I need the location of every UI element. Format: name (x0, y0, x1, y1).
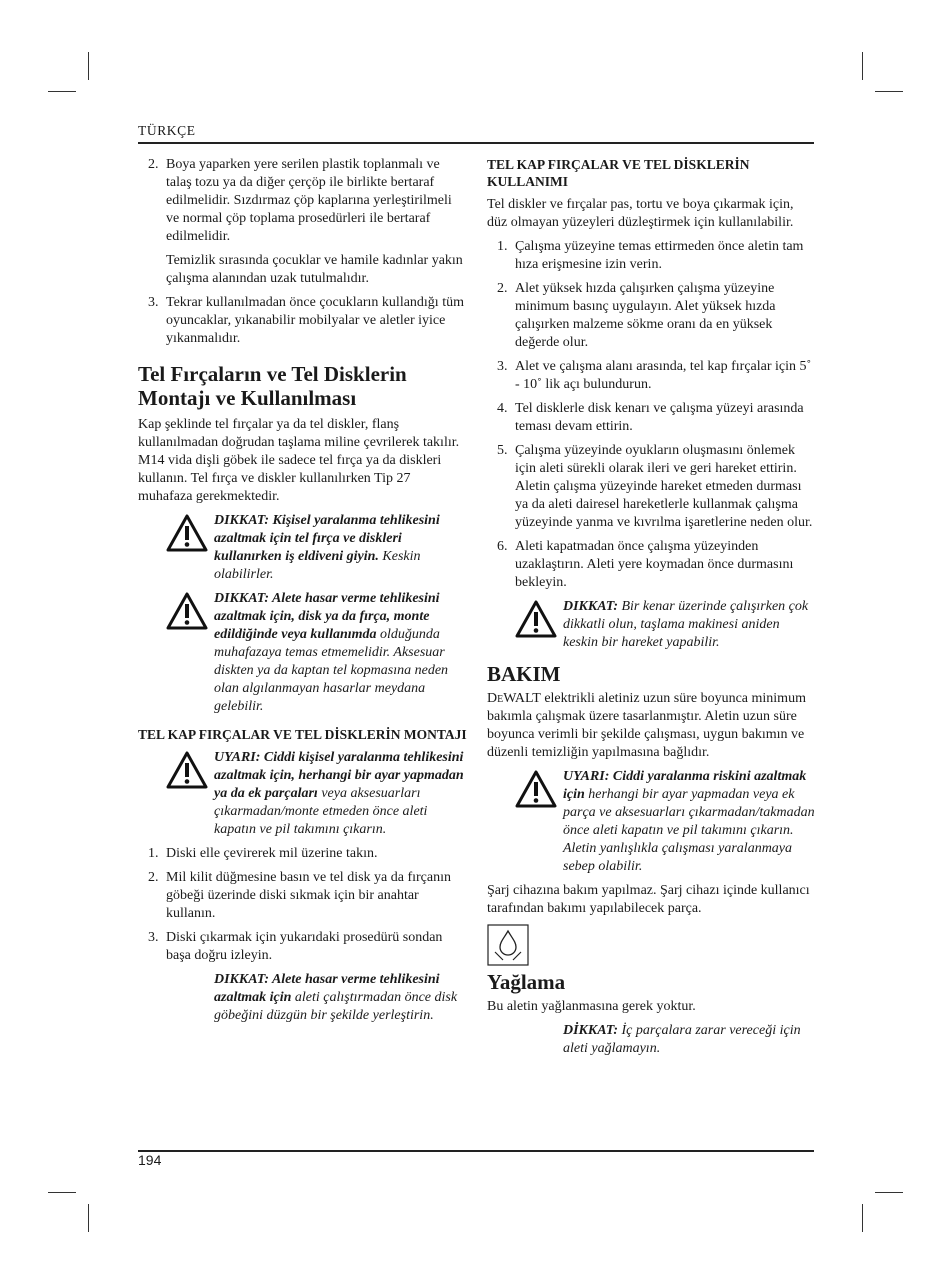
lubrication-text: Bu aletin yağlanmasına gerek yoktur. (487, 999, 696, 1014)
use-intro: Tel diskler ve fırçalar pas, tortu ve boya çıkarmak için, düz olmayan yüzeyleri düzleştirmek için kullanılabilir. (487, 197, 794, 230)
warning-block (138, 512, 468, 584)
warning-block (487, 598, 817, 652)
children-note: Temizlik sırasında çocuklar ve hamile kadınlar yakın çalışma alanından uzak tutulmalıdır. (166, 253, 463, 286)
section-intro: Kap şeklinde tel fırçalar ya da tel diskler, flanş kullanılmadan doğrudan taşlama miline çevrilerek takılır. M14 vida dişli göbek ile sadece tel fırça ya da diskleri kullanın. Tel fırça ve diskler kullanılırken Tip 27 muhafaza gerekmektedir. (138, 417, 460, 504)
warning-bold: DIKKAT: Kişisel yaralanma tehlikesini azaltmak için tel fırça ve diskleri kullanırken iş eldiveni giyin. (214, 513, 440, 564)
warning-text: veya aksesuarları çıkarmadan/monte etmeden önce aleti kapatın ve pil takımını çıkarın. (214, 786, 428, 837)
charger-text: Şarj cihazına bakım yapılmaz. Şarj cihazı içinde kullanıcı tarafından bakımı yapılabilecek parça. (487, 883, 810, 916)
list-text: Diski elle çevirerek mil üzerine takın. (166, 846, 378, 861)
crop-mark (875, 91, 903, 92)
warning-triangle-icon (166, 592, 212, 630)
list-number: 2. (148, 870, 159, 885)
warning-triangle-icon (515, 600, 561, 638)
crop-mark (88, 1204, 89, 1232)
list-number: 2. (497, 281, 508, 296)
warning-bold: DIKKAT: Alete hasar verme tehlikesini azaltmak için, disk ya da fırça, monte edildiğinde veya kullanımda (214, 591, 440, 642)
list-item (487, 400, 817, 436)
list-number: 3. (148, 930, 159, 945)
warning-text: aleti çalıştırmadan önce disk göbeğini düzgün bir şekilde yerleştirin. (214, 990, 458, 1023)
mount-heading: TEL KAP FIRÇALAR VE TEL DİSKLERİN MONTAJI (138, 727, 467, 742)
header-rule (138, 142, 814, 144)
cleanup-list (138, 156, 468, 246)
warning-text: herhangi bir ayar yapmadan veya ek parça ve aksesuarları çıkarmadan/takmadan önce aleti kapatın ve pil takımını çıkarın. Aletin yanlışlıkla çalışması yaralanmaya sebep olabilir. (563, 787, 815, 874)
left-column (138, 156, 468, 1031)
maintenance-text (487, 690, 817, 762)
list-text: Aleti kapatmadan önce çalışma yüzeyinden uzaklaştırın. Aleti yere koymadan önce durmasını bekleyin. (515, 539, 794, 590)
warning-triangle-icon (515, 770, 561, 808)
crop-mark (862, 1204, 863, 1232)
list-item (487, 358, 817, 394)
crop-mark (862, 52, 863, 80)
list-number: 6. (497, 539, 508, 554)
mount-steps (138, 845, 468, 965)
list-text: Tel disklerle disk kenarı ve çalışma yüzeyi arasında teması devam ettirin. (515, 401, 804, 434)
lubrication-title: Yağlama (487, 970, 566, 994)
list-item (487, 280, 817, 352)
warning-bold: DIKKAT: Alete hasar verme tehlikesini azaltmak için (214, 972, 440, 1005)
page-language-header: TÜRKÇE (138, 123, 196, 138)
warning-bold: DIKKAT: (563, 599, 618, 614)
list-item (487, 238, 817, 274)
oil-drop-icon (487, 924, 529, 966)
list-number: 1. (497, 239, 508, 254)
list-item (487, 442, 817, 532)
warning-bold: UYARI: Ciddi kişisel yaralanma tehlikesini azaltmak için, herhangi bir ayar yapmadan ya da ek parçaları (214, 750, 464, 801)
warning-block (138, 749, 468, 839)
warning-bold: UYARI: Ciddi yaralanma riskini azaltmak için (563, 769, 807, 802)
crop-mark (875, 1192, 903, 1193)
list-item (138, 294, 468, 348)
list-text: Mil kilit düğmesine basın ve tel disk ya da fırçanın göbeği üzerinde diski sıkmak için bir anahtar kullanın. (166, 870, 451, 921)
list-number: 5. (497, 443, 508, 458)
list-number: 1. (148, 846, 159, 861)
list-text: Boya yaparken yere serilen plastik toplanmalı ve talaş tozu ya da diğer çerçöp ile birlikte bertaraf edilmelidir. Sızdırmaz çöp kaplarına yerleştirilmeli ve normal çöp toplama prosedürleri ile bertaraf edilmelidir. (166, 157, 452, 244)
warning-block (487, 768, 817, 876)
list-item (487, 538, 817, 592)
list-number: 3. (148, 295, 159, 310)
warning-block (138, 590, 468, 716)
list-text: Alet yüksek hızda çalışırken çalışma yüzeyine minimum basınç uygulayın. Alet yüksek hızda çalışırken malzeme sökme oranı da en yüksek değerde olur. (515, 281, 776, 350)
list-text: Alet ve çalışma alanı arasında, tel kap fırçalar için 5˚ - 10˚ lik açı bulundurun. (515, 359, 812, 392)
crop-mark (48, 91, 76, 92)
brand-name: DeWALT (487, 691, 541, 706)
caution-note (138, 971, 468, 1025)
crop-mark (88, 52, 89, 80)
list-text: Çalışma yüzeyinde oyukların oluşmasını önlemek için aleti sürekli olarak ileri ve geri hareket ettirin. Aletin çalışma yüzeyinde hareket etmeden durması ya da aleti dairesel hareketlerle kullanmak çalışma yüzeyinde yanma ve kıvrılma işaretlerine neden olur. (515, 443, 813, 530)
list-number: 4. (497, 401, 508, 416)
warning-text: Keskin olabilirler. (214, 549, 421, 582)
warning-text: Bir kenar üzerinde çalışırken çok dikkatli olun, taşlama makinesi aniden keskin bir hareket yapabilir. (563, 599, 809, 650)
warning-triangle-icon (166, 751, 212, 789)
list-text: Tekrar kullanılmadan önce çocukların kullandığı tüm oyuncaklar, yıkanabilir mobilyalar ve aletler iyice yıkanmalıdır. (166, 295, 464, 346)
list-item (138, 929, 468, 965)
list-item (138, 845, 468, 863)
use-steps (487, 238, 817, 592)
warning-triangle-icon (166, 514, 212, 552)
list-number: 3. (497, 359, 508, 374)
warning-text: İç parçalara zarar vereceği için aleti yağlamayın. (563, 1023, 801, 1056)
maintenance-title: BAKIM (487, 662, 561, 686)
page-number: 194 (138, 1152, 162, 1168)
list-number: 2. (148, 157, 159, 172)
list-item (138, 156, 468, 246)
list-text: Çalışma yüzeyine temas ettirmeden önce aletin tam hıza erişmesine izin verin. (515, 239, 804, 272)
warning-bold: DİKKAT: (563, 1023, 618, 1038)
crop-mark (48, 1192, 76, 1193)
caution-note (487, 1022, 817, 1058)
section-title: Tel Fırçaların ve Tel Disklerin Montajı ve Kullanılması (138, 362, 407, 410)
use-heading: TEL KAP FIRÇALAR VE TEL DİSKLERİN KULLANIMI (487, 157, 750, 189)
maintenance-body: elektrikli aletiniz uzun süre boyunca minimum bakımla çalışmak üzere tasarlanmıştır. Aletin uzun süre boyunca verimli bir şekilde çalışması, uygun bakımın ve düzenli temizliğin yapılmasına bağlıdır. (487, 691, 806, 760)
warning-text: olduğunda muhafazaya temas etmemelidir. Aksesuar diskten ya da kaptan tel kopmasına neden olan algılanmayan hasarlar meydana gelebilir. (214, 627, 449, 714)
footer-rule (138, 1150, 814, 1152)
right-column (487, 156, 817, 1064)
list-text: Diski çıkarmak için yukarıdaki prosedürü sondan başa doğru izleyin. (166, 930, 443, 963)
cleanup-list-cont (138, 294, 468, 348)
list-item (138, 869, 468, 923)
